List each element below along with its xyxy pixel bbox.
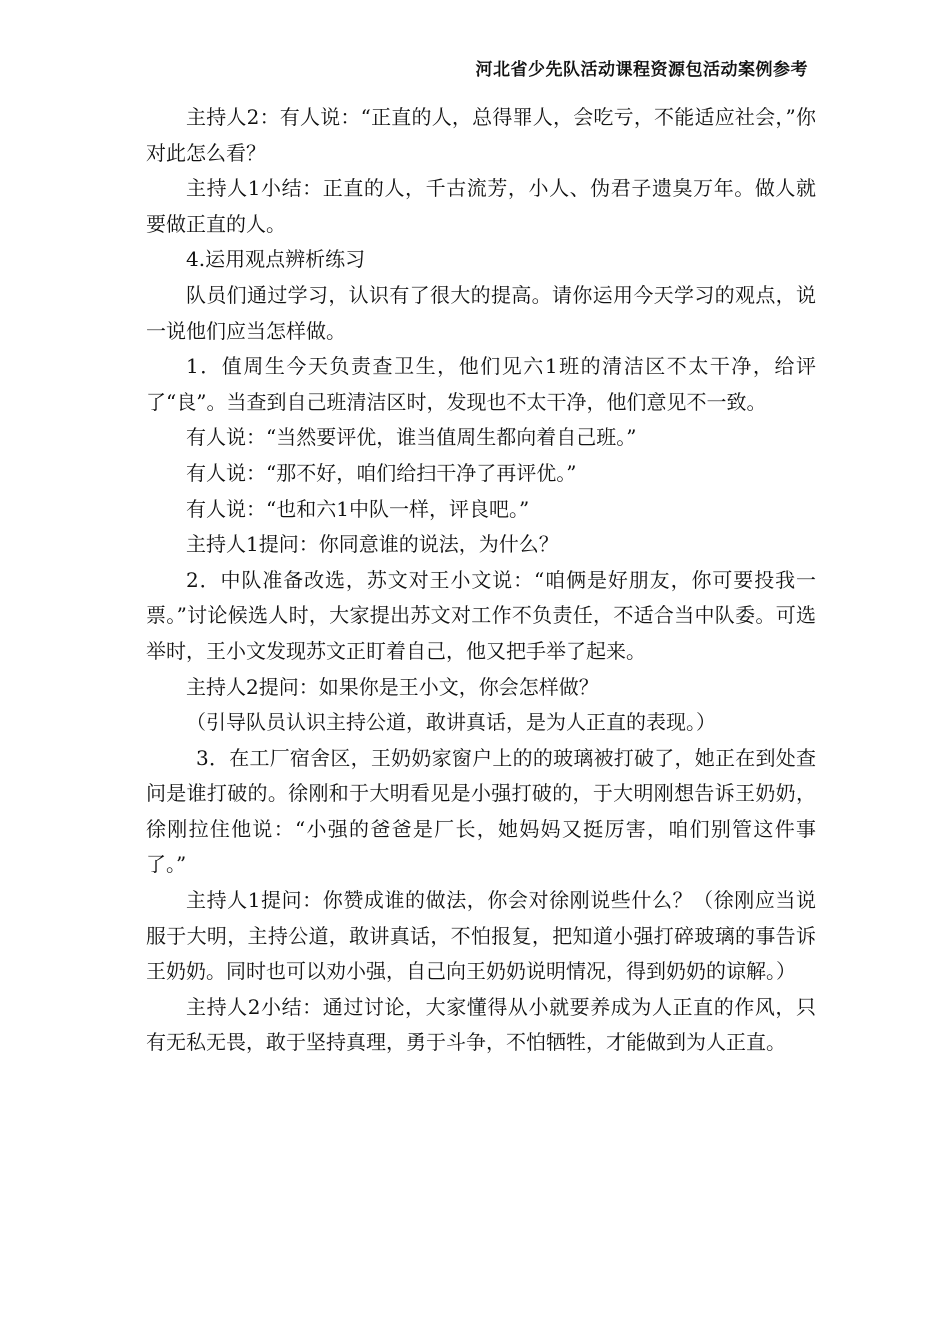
paragraph-host1-summary: 主持人1小结：正直的人，千古流芳，小人、伪君子遗臭万年。做人就要做正直的人。	[146, 176, 816, 236]
paragraph-host2-question: 主持人2：有人说：“正直的人，总得罪人，会吃亏，不能适应社会，”你对此怎么看？	[146, 105, 816, 165]
paragraph-exercise-intro: 队员们通过学习，认识有了很大的提高。请你运用今天学习的观点，说一说他们应当怎样做。	[146, 282, 816, 343]
paragraph-host2-summary: 主持人2小结：通过讨论，大家懂得从小就要养成为人正直的作风，只有无私无畏，敢于坚持真理，勇于斗争，不怕牺牲，才能做到为人正直。	[146, 994, 816, 1055]
paragraph-opinion-2: 有人说：“那不好，咱们给扫干净了再评优。”	[186, 460, 577, 485]
section-heading-exercise: 4.运用观点辨析练习	[186, 247, 366, 272]
paragraph-case-1: 1．值周生今天负责查卫生，他们见六1班的清洁区不太干净，给评了“良”。当查到自己班清洁区时，发现也不太干净，他们意见不一致。	[146, 354, 816, 414]
paragraph-host1-question-2: 主持人1提问：你赞成谁的做法，你会对徐刚说些什么？（徐刚应当说服于大明，主持公道，敢讲真话，不怕报复，把知道小强打碎玻璃的事告诉王奶奶。同时也可以劝小强，自己向王奶奶说明情况，得到奶奶的谅解。）	[146, 888, 816, 984]
document-body	[146, 100, 816, 1061]
paragraph-guidance-note: （引导队员认识主持公道，敢讲真话，是为人正直的表现。）	[186, 710, 716, 735]
paragraph-opinion-1: 有人说：“当然要评优，谁当值周生都向着自己班。”	[186, 425, 637, 450]
paragraph-host1-question: 主持人1提问：你同意谁的说法，为什么？	[186, 532, 559, 557]
page-header: 河北省少先队活动课程资源包活动案例参考	[475, 60, 808, 80]
paragraph-opinion-3: 有人说：“也和六1中队一样，评良吧。”	[186, 496, 530, 521]
paragraph-host2-question-2: 主持人2提问：如果你是王小文，你会怎样做？	[186, 674, 599, 699]
paragraph-case-3: 3．在工厂宿舍区，王奶奶家窗户上的的玻璃被打破了，她正在到处查问是谁打破的。徐刚和于大明看见是小强打破的，于大明刚想告诉王奶奶，徐刚拉住他说：“小强的爸爸是厂长，她妈妈又挺厉害，咱们别管这件事了。”	[146, 745, 816, 877]
paragraph-case-2: 2．中队准备改选，苏文对王小文说：“咱俩是好朋友，你可要投我一票。”讨论候选人时，大家提出苏文对工作不负责任，不适合当中队委。可选举时，王小文发现苏文正盯着自己，他又把手举了起来。	[146, 567, 816, 663]
